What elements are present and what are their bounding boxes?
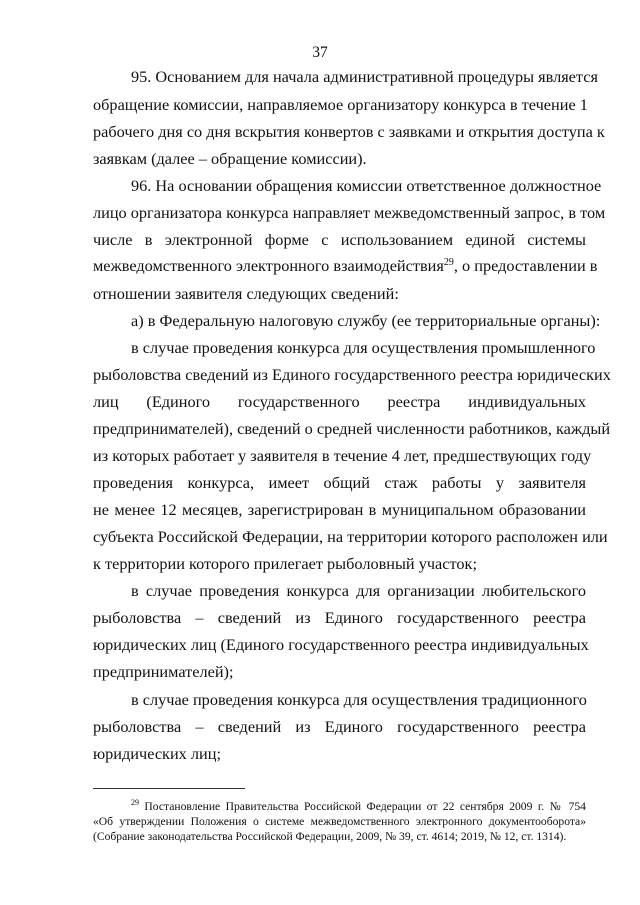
text-line: субъекта Российской Федерации, на территории которого расположен или bbox=[93, 527, 608, 546]
footnote-text: Постановление Правительства Российской Федерации от 22 сентября 2009 г. № 754 bbox=[144, 800, 586, 813]
page-number: 37 bbox=[312, 44, 328, 61]
text-line: из которых работает у заявителя в течение 4 лет, предшествующих году bbox=[93, 446, 592, 465]
text-line: рыболовства – сведений из Единого государственного реестра bbox=[93, 717, 586, 736]
text-line: обращение комиссии, направляемое организатору конкурса в течение 1 bbox=[93, 95, 588, 114]
text-line: в случае проведения конкурса для осуществления традиционного bbox=[131, 690, 587, 709]
text-segment: , о предоставлении в bbox=[453, 256, 598, 275]
text-line-with-footnote bbox=[93, 256, 598, 276]
text-line: лиц (Единого государственного реестра индивидуальных bbox=[93, 392, 586, 411]
text-line: в случае проведения конкурса для осуществления промышленного bbox=[131, 338, 596, 357]
text-line: не менее 12 месяцев, зарегистрирован в муниципальном образовании bbox=[93, 500, 586, 519]
text-line: числе в электронной форме с использованием единой системы bbox=[93, 230, 586, 249]
footnote-divider bbox=[93, 788, 245, 789]
footnote-line: «Об утверждении Положения о системе межведомственного электронного документооборота» bbox=[93, 815, 586, 828]
text-line: в случае проведения конкурса для организации любительского bbox=[131, 581, 586, 600]
text-line: рыболовства – сведений из Единого государственного реестра bbox=[93, 608, 586, 627]
text-line: заявкам (далее – обращение комиссии). bbox=[93, 149, 367, 168]
text-line: 96. На основании обращения комиссии ответственное должностное bbox=[131, 176, 602, 195]
text-line: рыболовства сведений из Единого государственного реестра юридических bbox=[93, 365, 611, 384]
text-line: отношении заявителя следующих сведений: bbox=[93, 284, 399, 303]
text-line: проведения конкурса, имеет общий стаж работы у заявителя bbox=[93, 473, 586, 492]
footnote-line: (Собрание законодательства Российской Федерации, 2009, № 39, ст. 4614; 2019, № 12, ст. 1314). bbox=[93, 830, 567, 843]
text-line: 95. Основанием для начала административной процедуры является bbox=[131, 67, 598, 86]
text-segment: межведомственного электронного взаимодействия bbox=[93, 256, 444, 275]
text-line: юридических лиц; bbox=[93, 744, 221, 763]
text-line: к территории которого прилегает рыболовный участок; bbox=[93, 554, 477, 573]
footnote-number: 29 bbox=[131, 798, 139, 807]
text-line: предпринимателей); bbox=[93, 662, 234, 681]
text-line: рабочего дня со дня вскрытия конвертов с заявками и открытия доступа к bbox=[93, 122, 605, 141]
text-line: предпринимателей), сведений о средней численности работников, каждый bbox=[93, 419, 611, 438]
text-line: а) в Федеральную налоговую службу (ее территориальные органы): bbox=[131, 311, 601, 330]
text-line: юридических лиц (Единого государственного реестра индивидуальных bbox=[93, 635, 589, 654]
footnote-line bbox=[131, 800, 586, 813]
footnote-reference: 29 bbox=[443, 257, 454, 268]
text-line: лицо организатора конкурса направляет межведомственный запрос, в том bbox=[93, 203, 606, 222]
